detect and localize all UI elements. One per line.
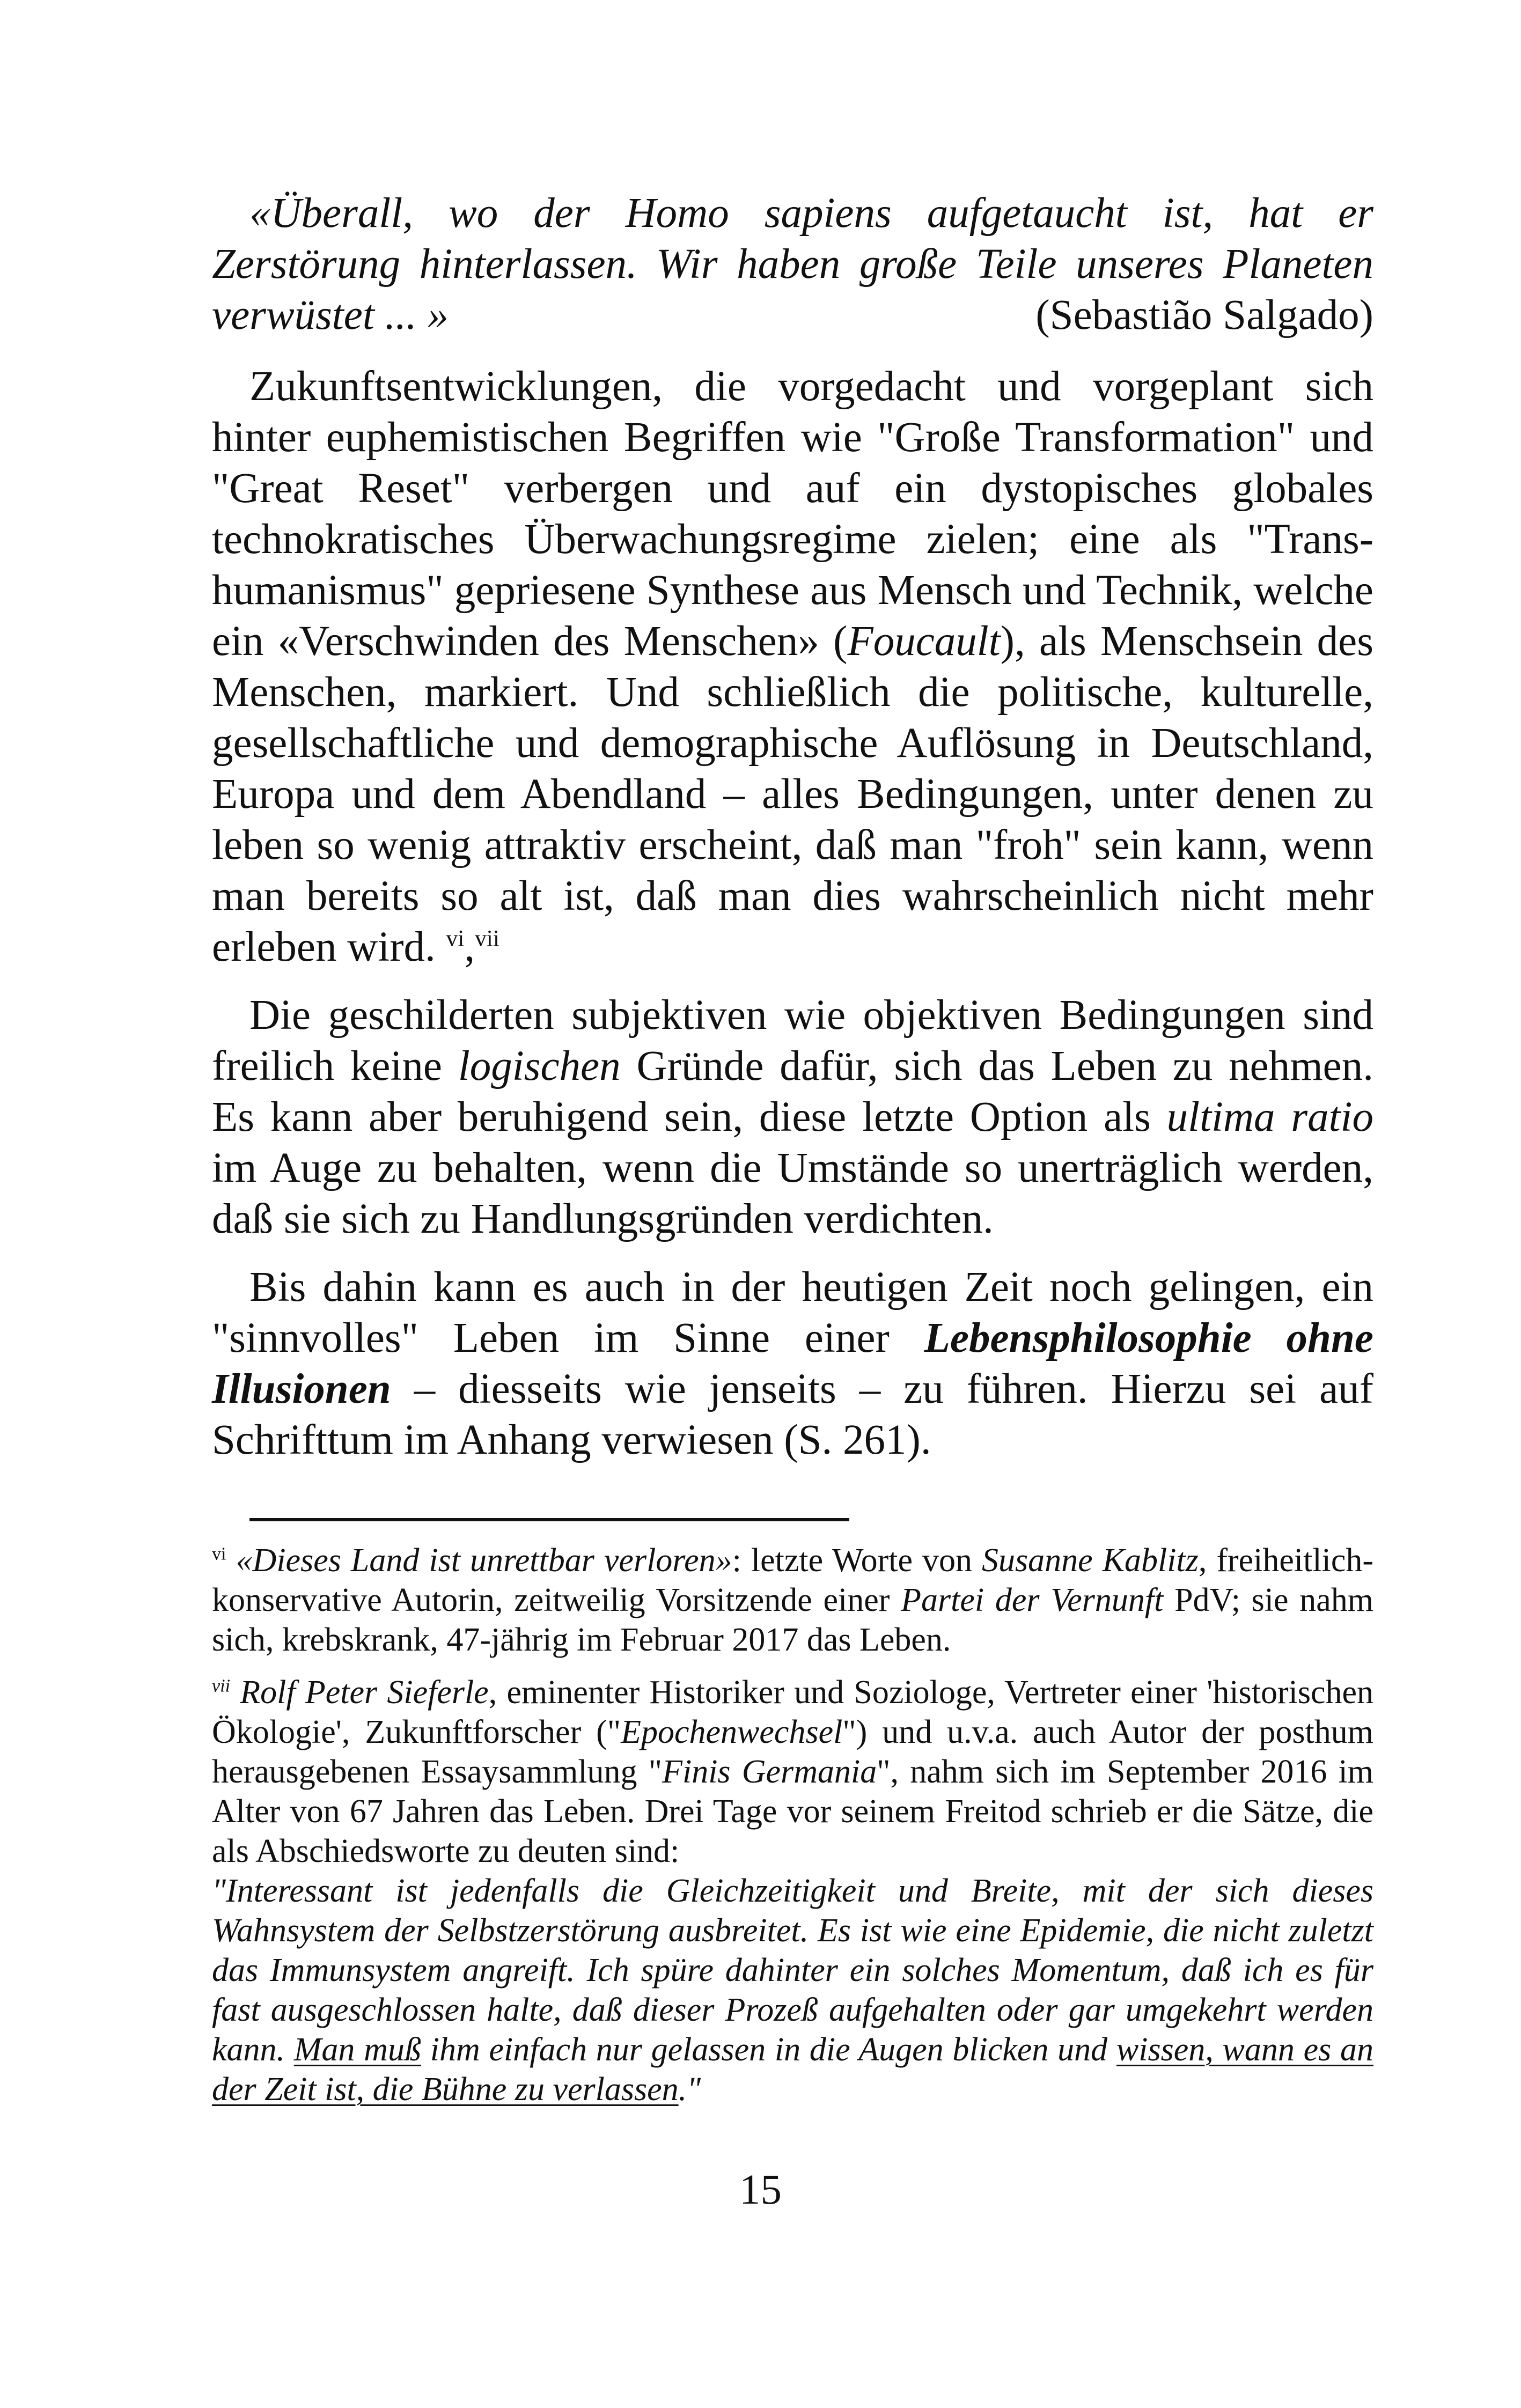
paragraph-3: [212, 1262, 1373, 1466]
page-number: 15: [739, 2167, 782, 2213]
footnote-marker-vi: vi: [212, 1544, 226, 1564]
footnote-vii-text-b: ") und u.v.a. auch Autor der posthum herausgebenen Essaysammlung ": [212, 1714, 1373, 1790]
footnote-vi: [212, 1541, 1373, 1660]
paragraph-3-text-b: – diesseits wie jenseits – zu führen. Hierzu sei auf Schrifttum im Anhang verwiesen (S. 261).: [212, 1366, 1373, 1463]
main-text: [212, 188, 1373, 1483]
emphasis-logischen: logischen: [458, 1043, 621, 1089]
footnote-vi-text-c: PdV; sie nahm sich, krebskrank, 47-jährig im Februar 2017 das Leben.: [212, 1582, 1374, 1658]
paragraph-1-text-b: ), als Menschsein des Menschen, markiert. Und schließlich die politische, kulturelle, gesellschaftliche und demographische Auflösung in Deutschland, Europa und dem Abendland – alles Bedingungen, unter denen zu leben so wenig attraktiv erscheint, daß man "froh" sein kann, wenn man bereits so alt ist, daß man dies wahrscheinlich nicht mehr erleben wird.: [212, 618, 1373, 970]
epigraph-source: (Sebastião Salgado): [1035, 292, 1373, 338]
footnote-vi-party: Partei der Vernunft: [901, 1582, 1164, 1618]
emphasis-lebensphilosophie: Lebensphilosophie ohne Illusionen: [212, 1315, 1373, 1412]
footnote-vii-finis-germania: Finis Germania: [662, 1754, 877, 1790]
footnote-vii-text-c: ", nahm sich im September 2016 im Alter von 67 Jahren das Leben. Drei Tage vor seinem Freitod schrieb er die Sätze, die als Abschiedsworte zu deuten sind:: [212, 1754, 1373, 1869]
epigraph-text: «Überall, wo der Homo sapiens aufgetaucht ist, hat er Zerstörung hinterlassen. Wir haben große Teile unseres Planeten verwüstet ... »: [212, 190, 1373, 338]
emphasis-ultima-ratio: ultima ratio: [1166, 1094, 1373, 1140]
footnote-ref-vii[interactable]: vii: [475, 925, 499, 952]
footnote-vii: [212, 1673, 1373, 2109]
footnote-vi-text-b: , freiheitlich-konservative Autorin, zeitweilig Vorsitzende einer: [212, 1542, 1374, 1618]
footnote-marker-vii: vii: [212, 1676, 231, 1696]
footnote-vi-text-a: : letzte Worte von: [732, 1542, 982, 1579]
paragraph-2-text-c: im Auge zu behalten, wenn die Umstände so unerträglich werden, daß sie sich zu Handlungsgründen verdichten.: [212, 1145, 1373, 1242]
footnote-vii-epochenwechsel: Epochenwechsel: [621, 1714, 843, 1750]
footnote-vii-quote-a: Interessant ist jedenfalls die Gleichzeitigkeit und Breite, mit der sich dieses Wahnsystem der Selbstzerstörung ausbreitet. Es ist wie eine Epidemie, die nicht zuletzt das Immunsystem angreift. Ich spüre dahinter ein solches Momentum, daß ich es für fast ausgeschlossen halte, daß dieser Prozeß aufgehalten oder gar umgekehrt werden kann.: [212, 1873, 1373, 2068]
footnote-vi-name: Susanne Kablitz: [982, 1542, 1199, 1579]
footnote-vii-body: [212, 1673, 1373, 1871]
footnote-vii-quote-underlined-b: wissen, wann es an der Zeit ist, die Bühne zu verlassen: [212, 2031, 1374, 2108]
footnote-ref-vi[interactable]: vi: [446, 925, 465, 952]
quote-close-mark: ": [687, 2071, 701, 2108]
footnote-vii-name: Rolf Peter Sieferle: [240, 1674, 489, 1711]
paragraph-2-text-a: Die geschilderten subjektiven wie objektiven Bedingungen sind freilich keine: [212, 992, 1373, 1089]
footnote-separator-rule: [249, 1518, 849, 1521]
footnote-vii-quote-b: ihm einfach nur gelassen in die Augen blicken und: [421, 2031, 1116, 2068]
paragraph-1: [212, 361, 1373, 973]
foucault-name: Foucault: [847, 618, 1001, 665]
footnotes: [212, 1541, 1373, 2122]
footnote-vi-quote: «Dieses Land ist unrettbar verloren»: [236, 1542, 732, 1579]
footnote-vii-quote-underlined-a: Man muß: [293, 2031, 421, 2068]
paragraph-2: [212, 990, 1373, 1244]
paragraph-3-text-a: Bis dahin kann es auch in der heutigen Zeit noch gelingen, ein "sinnvolles" Leben im Sinne einer: [212, 1264, 1373, 1361]
footnote-vii-text-a: , eminenter Historiker und Soziologe, Vertreter einer 'historischen Ökologie', Zukunftforscher (": [212, 1674, 1374, 1750]
paragraph-1-text-a: Zukunftsentwicklungen, die vorgedacht und vorgeplant sich hinter euphemistischen Begriffen wie "Große Transformation" und "Great Reset" verbergen und auf ein dystopisches globales technokratisches Überwachungsregime zielen; eine als "Transhumanismus" gepriesene Synthese aus Mensch und Technik, welche ein «Verschwinden des Menschen» (: [212, 363, 1373, 665]
footnote-vii-quote-c: .: [678, 2071, 687, 2108]
quote-open-mark: ": [212, 1873, 226, 1909]
paragraph-2-text-b: Gründe dafür, sich das Leben zu nehmen. Es kann aber beruhigend sein, diese letzte Option als: [212, 1043, 1373, 1140]
epigraph: [212, 188, 1373, 341]
footnote-vii-quote: [212, 1871, 1373, 2109]
footnote-ref-separator: ,: [464, 924, 475, 970]
